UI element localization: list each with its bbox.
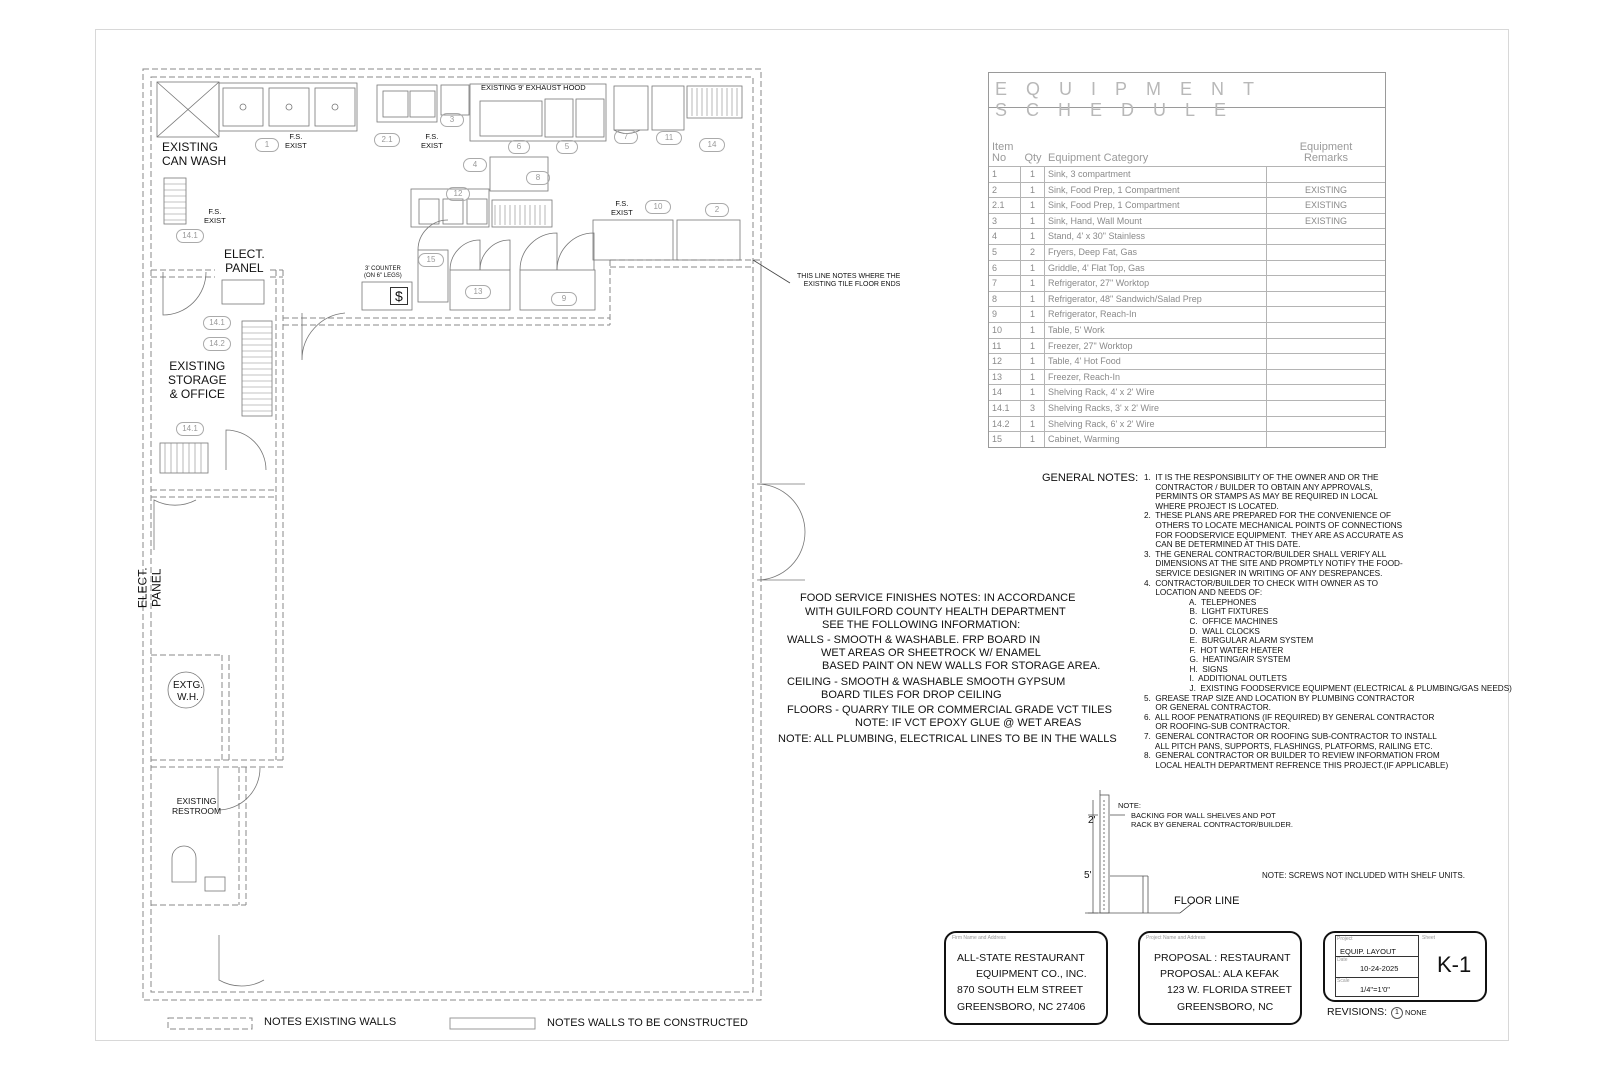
schedule-cell-category: Refrigerator, 27" Worktop — [1045, 276, 1267, 291]
equipment-tag: 12 — [446, 187, 470, 201]
project-caption: Project Name and Address — [1146, 935, 1206, 941]
general-note-line: A. TELEPHONES — [1144, 597, 1257, 607]
general-note-line: CAN BE DETERMINED AT THIS DATE. — [1144, 540, 1301, 550]
finishes-line: NOTE: ALL PLUMBING, ELECTRICAL LINES TO BE IN THE WALLS — [778, 733, 1117, 745]
general-note-line: 5. GREASE TRAP SIZE AND LOCATION BY PLUMBING CONTRACTOR — [1144, 693, 1415, 703]
schedule-cell-item-no: 10 — [989, 323, 1021, 338]
schedule-cell-qty: 1 — [1021, 307, 1045, 322]
schedule-title: EQUIPMENT SCHEDULE — [995, 79, 1273, 120]
finishes-line: NOTE: IF VCT EPOXY GLUE @ WET AREAS — [855, 717, 1082, 729]
general-note-line: B. LIGHT FIXTURES — [1144, 607, 1269, 617]
schedule-rows — [989, 166, 1385, 447]
general-note-line: 6. ALL ROOF PENATRATIONS (IF REQUIRED) BY GENERAL CONTRACTOR — [1144, 712, 1435, 722]
schedule-row — [989, 260, 1385, 276]
schedule-cell-remarks — [1267, 261, 1385, 276]
schedule-row — [989, 291, 1385, 307]
schedule-cell-category: Cabinet, Warming — [1045, 432, 1267, 447]
schedule-cell-qty: 1 — [1021, 417, 1045, 432]
general-note-line: PERMINTS OR STAMPS AS MAY BE REQUIRED IN LOCAL — [1144, 492, 1378, 502]
schedule-cell-item-no: 6 — [989, 261, 1021, 276]
finishes-line: FLOORS - QUARRY TILE OR COMMERCIAL GRADE VCT TILES — [787, 704, 1112, 716]
storage-office-label: EXISTING STORAGE & OFFICE — [168, 359, 227, 401]
general-note-line: 8. GENERAL CONTRACTOR OR BUILDER TO REVIEW INFORMATION FROM — [1144, 751, 1440, 761]
schedule-cell-item-no: 9 — [989, 307, 1021, 322]
finishes-line: SEE THE FOLLOWING INFORMATION: — [822, 619, 1021, 631]
project-cell-caption: Project — [1337, 936, 1353, 942]
equipment-tag: 9 — [551, 292, 577, 306]
schedule-cell-remarks — [1267, 245, 1385, 260]
finishes-line: BASED PAINT ON NEW WALLS FOR STORAGE AREA. — [822, 660, 1101, 672]
schedule-cell-category: Freezer, 27" Worktop — [1045, 339, 1267, 354]
schedule-row — [989, 166, 1385, 182]
equipment-tag: 11 — [656, 131, 682, 145]
building-outline-inner — [151, 77, 753, 992]
schedule-cell-qty: 1 — [1021, 432, 1045, 447]
schedule-cell-category: Stand, 4' x 30" Stainless — [1045, 229, 1267, 244]
header-item-no: Item No — [992, 141, 1014, 164]
firm-title-box — [944, 931, 1108, 1025]
equipment-tag: 14.1 — [176, 422, 204, 436]
equipment-tag: 10 — [645, 200, 671, 214]
project-line: PROPOSAL : RESTAURANT — [1154, 952, 1291, 964]
general-note-line: DIMENSIONS AT THE SITE AND PROMPTLY NOTIFY THE FOOD- — [1144, 559, 1403, 569]
schedule-cell-category: Refrigerator, Reach-In — [1045, 307, 1267, 322]
scale-value: 1/4"=1'0" — [1360, 985, 1390, 994]
schedule-cell-remarks — [1267, 401, 1385, 416]
schedule-cell-remarks — [1267, 370, 1385, 385]
schedule-row — [989, 338, 1385, 354]
schedule-cell-item-no: 14 — [989, 385, 1021, 400]
schedule-cell-category: Sink, 3 compartment — [1045, 167, 1267, 182]
schedule-row — [989, 244, 1385, 260]
schedule-cell-item-no: 11 — [989, 339, 1021, 354]
schedule-cell-qty: 1 — [1021, 198, 1045, 213]
general-note-line: 1. IT IS THE RESPONSIBILITY OF THE OWNER AND OR THE — [1144, 473, 1379, 482]
schedule-cell-remarks — [1267, 417, 1385, 432]
general-note-line: OR ROOFING-SUB CONTRACTOR. — [1144, 722, 1290, 732]
schedule-cell-remarks — [1267, 276, 1385, 291]
schedule-cell-qty: 1 — [1021, 354, 1045, 369]
project-title-box — [1138, 931, 1302, 1025]
general-note-line: WHERE PROJECT IS LOCATED. — [1144, 501, 1279, 511]
finishes-line: WALLS - SMOOTH & WASHABLE. FRP BOARD IN — [787, 634, 1041, 646]
schedule-row — [989, 369, 1385, 385]
work-table — [593, 220, 673, 260]
schedule-row — [989, 306, 1385, 322]
schedule-row — [989, 213, 1385, 229]
shelf-note-label: NOTE: — [1118, 801, 1141, 810]
date-caption: Date — [1337, 957, 1348, 963]
revisions-label: REVISIONS: — [1327, 1006, 1388, 1018]
dimension-2ft: 2' — [1088, 815, 1096, 826]
schedule-cell-qty: 1 — [1021, 229, 1045, 244]
schedule-cell-remarks: EXISTING — [1304, 184, 1347, 195]
schedule-row — [989, 353, 1385, 369]
revisions-value: NONE — [1405, 1008, 1427, 1017]
schedule-cell-remarks — [1267, 292, 1385, 307]
firm-caption: Firm Name and Address — [952, 935, 1006, 941]
general-note-line: H. SIGNS — [1144, 664, 1228, 674]
schedule-cell-qty: 1 — [1021, 385, 1045, 400]
equipment-tag: 13 — [465, 285, 491, 299]
general-note-line: 4. CONTRACTOR/BUILDER TO CHECK WITH OWNER AS TO — [1144, 578, 1378, 588]
schedule-row — [989, 400, 1385, 416]
header-qty: Qty — [1024, 152, 1042, 164]
schedule-cell-item-no: 12 — [989, 354, 1021, 369]
schedule-cell-remarks — [1267, 307, 1385, 322]
schedule-cell-category: Freezer, Reach-In — [1045, 370, 1267, 385]
schedule-row — [989, 275, 1385, 291]
schedule-row — [989, 416, 1385, 432]
general-note-line: J. EXISTING FOODSERVICE EQUIPMENT (ELECTRICAL & PLUMBING/GAS NEEDS) — [1144, 684, 1512, 694]
equipment-tag: 8 — [526, 171, 550, 185]
floor-line-label: FLOOR LINE — [1174, 895, 1240, 907]
schedule-cell-qty: 2 — [1021, 245, 1045, 260]
schedule-cell-item-no: 2 — [989, 183, 1021, 198]
fs-exist-label-2: F.S. EXIST — [421, 132, 443, 150]
dollar-symbol: $ — [390, 287, 408, 305]
schedule-cell-category: Fryers, Deep Fat, Gas — [1045, 245, 1267, 260]
general-note-line: 7. GENERAL CONTRACTOR OR ROOFING SUB-CONTRACTOR TO INSTALL — [1144, 732, 1437, 742]
schedule-row — [989, 431, 1385, 447]
schedule-cell-category: Table, 5' Work — [1045, 323, 1267, 338]
equipment-tag: 15 — [418, 253, 444, 267]
date-value: 10-24-2025 — [1360, 964, 1399, 973]
firm-line: GREENSBORO, NC 27406 — [957, 1001, 1086, 1013]
schedule-cell-category: Shelving Rack, 4' x 2' Wire — [1045, 385, 1267, 400]
sheet-caption: Sheet — [1422, 935, 1436, 941]
schedule-cell-category: Sink, Hand, Wall Mount — [1045, 214, 1267, 229]
schedule-cell-qty: 1 — [1021, 292, 1045, 307]
schedule-cell-item-no: 4 — [989, 229, 1021, 244]
equipment-tag: 2 — [705, 203, 729, 217]
tile-floor-note: THIS LINE NOTES WHERE THE EXISTING TILE FLOOR ENDS — [797, 273, 901, 289]
general-note-line: LOCAL HEALTH DEPARTMENT REFRENCE THIS PROJECT.(IF APPLICABLE) — [1144, 760, 1449, 770]
project-line: PROPOSAL: ALA KEFAK — [1160, 968, 1280, 980]
scale-caption: Scale — [1337, 978, 1350, 984]
sheet-title-box — [1323, 931, 1487, 1002]
schedule-cell-remarks — [1267, 385, 1385, 400]
firm-line: 870 SOUTH ELM STREET — [957, 984, 1084, 996]
general-note-line: D. WALL CLOCKS — [1144, 626, 1260, 636]
schedule-cell-category: Shelving Racks, 3' x 2' Wire — [1045, 401, 1267, 416]
schedule-cell-category: Griddle, 4' Flat Top, Gas — [1045, 261, 1267, 276]
water-heater-label: EXTG. W.H. — [173, 680, 204, 703]
finishes-line: BOARD TILES FOR DROP CEILING — [821, 689, 1002, 701]
schedule-cell-qty: 1 — [1021, 370, 1045, 385]
counter-label: 3' COUNTER (ON 6" LEGS) — [364, 266, 402, 279]
schedule-cell-item-no: 1 — [989, 167, 1021, 182]
schedule-cell-qty: 3 — [1021, 401, 1045, 416]
prep-sink — [377, 85, 437, 122]
restroom-label: EXISTING RESTROOM — [172, 796, 222, 816]
sheet-number: K-1 — [1437, 952, 1472, 977]
schedule-cell-qty: 1 — [1021, 276, 1045, 291]
general-note-line: 3. THE GENERAL CONTRACTOR/BUILDER SHALL VERIFY ALL — [1144, 549, 1387, 559]
schedule-cell-category: Sink, Food Prep, 1 Compartment — [1045, 198, 1267, 213]
finishes-line: CEILING - SMOOTH & WASHABLE SMOOTH GYPSUM — [787, 676, 1066, 688]
schedule-cell-qty: 1 — [1021, 167, 1045, 182]
legend-existing-walls: NOTES EXISTING WALLS — [264, 1016, 397, 1028]
equipment-tag: 3 — [440, 113, 464, 127]
equipment-tag: 5 — [556, 140, 578, 154]
project-line: 123 W. FLORIDA STREET — [1167, 984, 1292, 996]
shelf-note: BACKING FOR WALL SHELVES AND POT RACK BY GENERAL CONTRACTOR/BUILDER. — [1131, 811, 1293, 829]
can-wash-label: EXISTING CAN WASH — [162, 140, 227, 168]
fs-exist-label-4: F.S. EXIST — [611, 199, 633, 217]
elect-panel-label: ELECT. PANEL — [224, 247, 265, 275]
general-note-line: 2. THESE PLANS ARE PREPARED FOR THE CONVENIENCE OF — [1144, 511, 1392, 521]
fs-exist-label-1: F.S. EXIST — [285, 132, 307, 150]
equipment-tag: 1 — [255, 138, 279, 152]
equipment-tag: 7 — [614, 130, 638, 144]
schedule-row — [989, 384, 1385, 400]
equipment-tag: 14.2 — [203, 337, 231, 351]
schedule-cell-qty: 1 — [1021, 183, 1045, 198]
revision-marker: 1 — [1391, 1007, 1403, 1019]
equipment-tag: 14 — [699, 138, 725, 152]
schedule-cell-item-no: 13 — [989, 370, 1021, 385]
drawing-name: EQUIP. LAYOUT — [1340, 947, 1396, 956]
fs-exist-label-3: F.S. EXIST — [204, 207, 226, 225]
schedule-cell-qty: 1 — [1021, 261, 1045, 276]
schedule-cell-item-no: 8 — [989, 292, 1021, 307]
general-note-line: I. ADDITIONAL OUTLETS — [1144, 674, 1288, 684]
schedule-cell-category: Sink, Food Prep, 1 Compartment — [1045, 183, 1267, 198]
schedule-row — [989, 182, 1385, 198]
schedule-cell-category: Shelving Rack, 6' x 2' Wire — [1045, 417, 1267, 432]
legend-new-walls: NOTES WALLS TO BE CONSTRUCTED — [547, 1017, 748, 1029]
hand-sink — [441, 85, 469, 115]
schedule-cell-remarks: EXISTING — [1304, 215, 1347, 226]
general-note-line: E. BURGULAR ALARM SYSTEM — [1144, 636, 1314, 646]
schedule-cell-category: Table, 4' Hot Food — [1045, 354, 1267, 369]
schedule-cell-remarks — [1267, 323, 1385, 338]
header-remarks: Equipment Remarks — [1299, 141, 1353, 164]
schedule-cell-category: Refrigerator, 48" Sandwich/Salad Prep — [1045, 292, 1267, 307]
screws-note: NOTE: SCREWS NOT INCLUDED WITH SHELF UNITS. — [1262, 871, 1465, 880]
schedule-cell-qty: 1 — [1021, 323, 1045, 338]
general-note-line: CONTRACTOR / BUILDER TO OBTAIN ANY APPROVALS, — [1144, 482, 1373, 492]
general-note-line: C. OFFICE MACHINES — [1144, 616, 1278, 626]
general-notes-list — [1144, 473, 1512, 770]
schedule-cell-remarks — [1267, 354, 1385, 369]
schedule-cell-remarks — [1267, 229, 1385, 244]
finishes-line: WET AREAS OR SHEETROCK W/ ENAMEL — [821, 647, 1041, 659]
schedule-row — [989, 197, 1385, 213]
schedule-cell-item-no: 5 — [989, 245, 1021, 260]
schedule-cell-item-no: 14.1 — [989, 401, 1021, 416]
schedule-cell-item-no: 7 — [989, 276, 1021, 291]
general-note-line: SERVICE DESIGNER IN WRITING OF ANY DESREPANCES. — [1144, 568, 1383, 578]
schedule-cell-remarks — [1267, 339, 1385, 354]
equipment-schedule — [988, 72, 1386, 448]
schedule-cell-qty: 1 — [1021, 339, 1045, 354]
equipment-tag: 14.1 — [176, 229, 204, 243]
project-line: GREENSBORO, NC — [1177, 1001, 1274, 1013]
header-category: Equipment Category — [1048, 152, 1149, 164]
general-note-line: OTHERS TO LOCATE MECHANICAL POINTS OF CONNECTIONS — [1144, 520, 1403, 530]
firm-line: EQUIPMENT CO., INC. — [976, 968, 1087, 980]
schedule-cell-remarks: EXISTING — [1304, 200, 1347, 211]
schedule-cell-item-no: 14.2 — [989, 417, 1021, 432]
shelving-rack-14 — [687, 86, 742, 118]
elect-panel-side-label: ELECT. PANEL — [135, 567, 164, 609]
exhaust-hood-label: EXISTING 9' EXHAUST HOOD — [481, 83, 586, 92]
schedule-row — [989, 322, 1385, 338]
general-note-line: G. HEATING/AIR SYSTEM — [1144, 655, 1291, 665]
schedule-cell-remarks — [1267, 432, 1385, 447]
finishes-line: FOOD SERVICE FINISHES NOTES: IN ACCORDANCE — [800, 592, 1076, 604]
schedule-cell-qty: 1 — [1021, 214, 1045, 229]
sheet-info-cells — [1335, 935, 1419, 997]
schedule-cell-remarks — [1267, 167, 1385, 182]
dimension-5ft: 5' — [1084, 870, 1092, 881]
equipment-tag: 14.1 — [203, 316, 231, 330]
prep-sink-2 — [677, 220, 740, 260]
schedule-cell-item-no: 2.1 — [989, 198, 1021, 213]
finishes-line: WITH GUILFORD COUNTY HEALTH DEPARTMENT — [805, 606, 1066, 618]
general-note-line: FOR FOODSERVICE EQUIPMENT. THEY ARE AS ACCURATE AS — [1144, 530, 1404, 540]
firm-line: ALL-STATE RESTAURANT — [957, 952, 1085, 964]
equipment-tag: 4 — [463, 158, 487, 172]
schedule-row — [989, 228, 1385, 244]
general-note-line: OR GENERAL CONTRACTOR. — [1144, 703, 1271, 713]
equipment-tag: 2.1 — [374, 133, 400, 147]
equipment-tag: 6 — [508, 140, 530, 154]
general-notes-heading: GENERAL NOTES: — [1042, 472, 1139, 484]
schedule-cell-item-no: 15 — [989, 432, 1021, 447]
general-note-line: LOCATION AND NEEDS OF: — [1144, 588, 1263, 598]
general-note-line: F. HOT WATER HEATER — [1144, 645, 1284, 655]
schedule-cell-item-no: 3 — [989, 214, 1021, 229]
general-note-line: ALL PITCH PANS, SUPPORTS, FLASHINGS, PLATFORMS, RAILING ETC. — [1144, 741, 1433, 751]
